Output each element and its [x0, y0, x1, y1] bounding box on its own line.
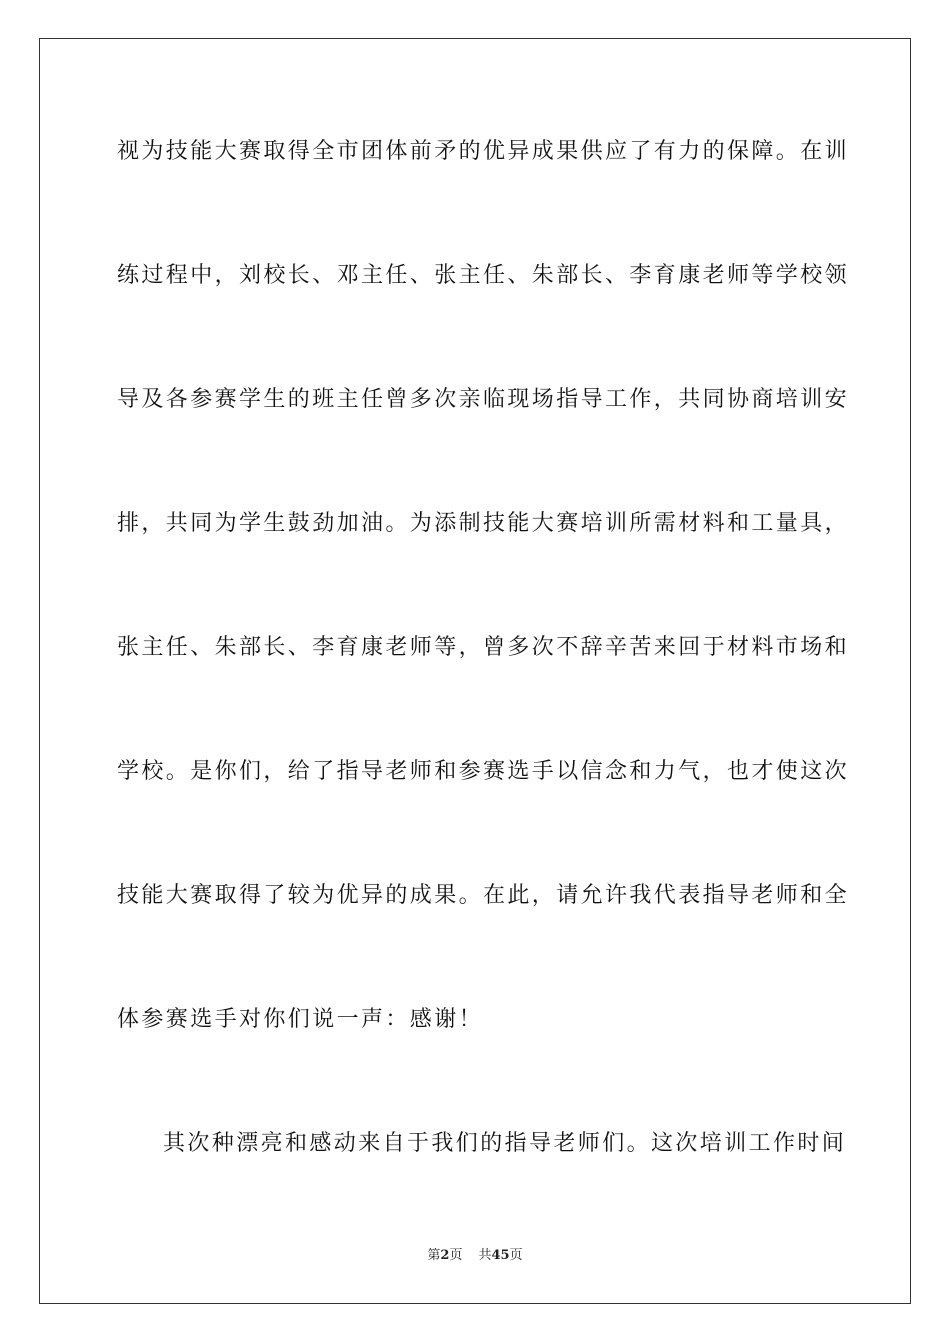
body-text-line-3: 导及各参赛学生的班主任曾多次亲临现场指导工作，共同协商培训安	[117, 387, 850, 412]
body-text-line-6: 学校。是你们，给了指导老师和参赛选手以信念和力气，也才使这次	[117, 759, 850, 784]
body-text-line-7: 技能大赛取得了较为优异的成果。在此，请允许我代表指导老师和全	[117, 883, 850, 908]
page-prefix: 第	[427, 1248, 441, 1263]
body-text-line-1: 视为技能大赛取得全市团体前矛的优异成果供应了有力的保障。在训	[117, 139, 850, 164]
total-suffix: 页	[509, 1248, 523, 1263]
body-text-line-5: 张主任、朱部长、李育康老师等，曾多次不辞辛苦来回于材料市场和	[117, 635, 850, 660]
page-suffix: 页	[449, 1248, 463, 1263]
body-text-line-4: 排，共同为学生鼓劲加油。为添制技能大赛培训所需材料和工量具，	[117, 511, 850, 536]
total-pages: 45	[491, 1248, 510, 1263]
total-prefix: 共	[478, 1248, 492, 1263]
body-text-line-8: 体参赛选手对你们说一声：感谢！	[117, 1007, 484, 1032]
body-text-line-2: 练过程中，刘校长、邓主任、张主任、朱部长、李育康老师等学校领	[117, 263, 850, 288]
page-border	[39, 38, 911, 1304]
page-footer	[0, 1248, 950, 1264]
page-number: 2	[440, 1248, 450, 1263]
body-text-paragraph-start: 其次种漂亮和感动来自于我们的指导老师们。这次培训工作时间	[163, 1131, 847, 1156]
